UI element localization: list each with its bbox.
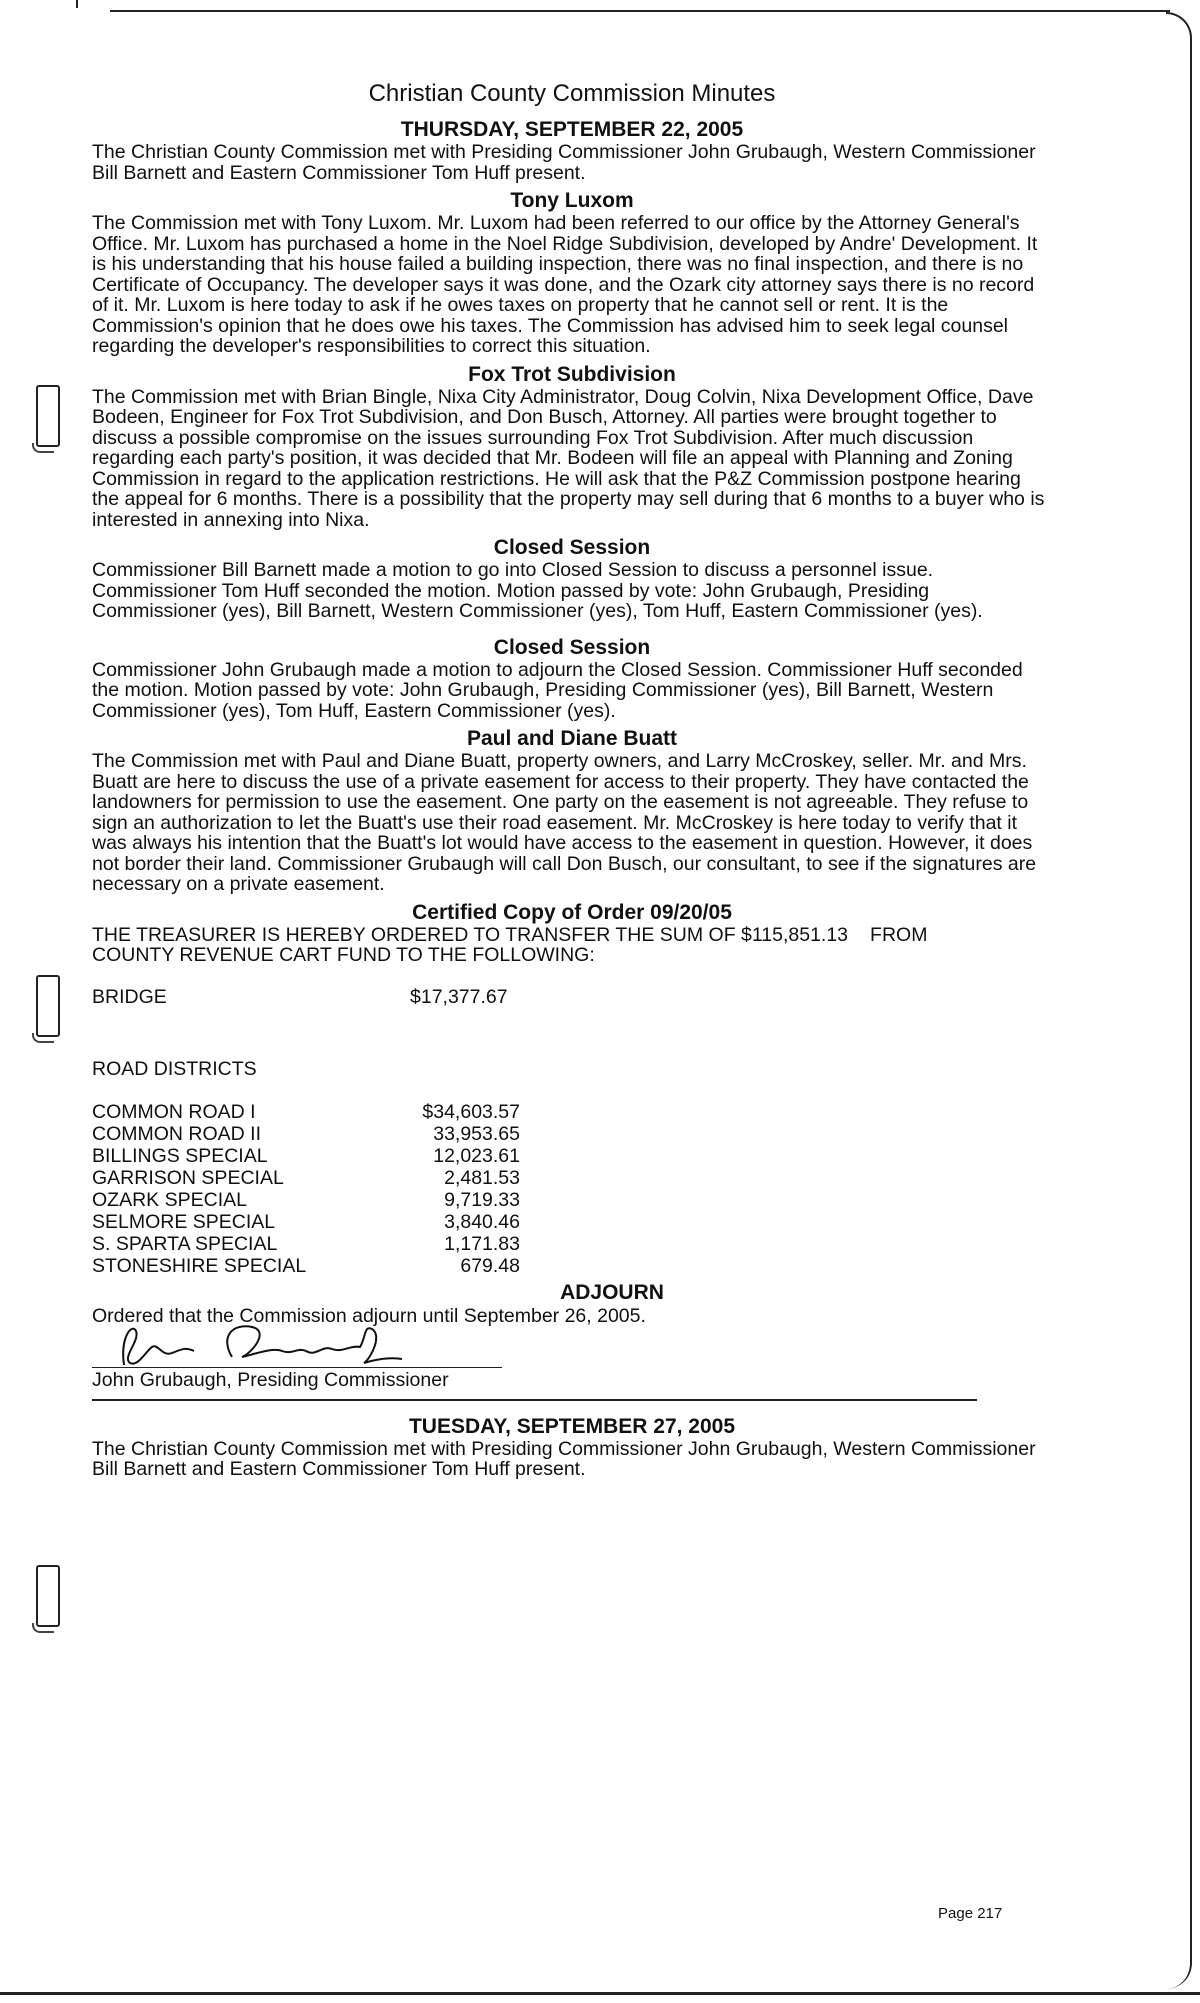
district-row	[92, 1189, 1052, 1211]
district-name: COMMON ROAD I	[92, 1100, 256, 1123]
page-edge-top	[110, 10, 1170, 12]
bridge-row	[92, 986, 1052, 1008]
minutes-document	[92, 80, 1052, 1486]
section-body: Commissioner Bill Barnett made a motion to go into Closed Session to discuss a personnel issue. Commissioner Tom Huff seconded the motion. Motion passed by vote: John Grubaugh, Presiding Commissioner (yes), Bill Barnett, Western Commissioner (yes), Tom Huff, Eastern Commissioner (yes).	[92, 559, 983, 622]
district-name: S. SPARTA SPECIAL	[92, 1232, 278, 1255]
order-text-end: FROM	[870, 923, 928, 946]
signature-line	[92, 1367, 502, 1368]
handwritten-signature	[102, 1317, 462, 1377]
district-name: STONESHIRE SPECIAL	[92, 1254, 307, 1277]
district-row	[92, 1123, 1052, 1145]
fund-amount: $17,377.67	[410, 985, 508, 1008]
order-heading: Certified Copy of Order 09/20/05	[412, 900, 732, 924]
adjourn-text: Ordered that the Commission adjourn until September 26, 2005.	[92, 1304, 646, 1327]
signature-block	[92, 1327, 512, 1391]
district-name: SELMORE SPECIAL	[92, 1210, 276, 1233]
order-line-2: COUNTY REVENUE CART FUND TO THE FOLLOWING:	[92, 944, 595, 966]
meeting-date: TUESDAY, SEPTEMBER 27, 2005	[408, 1414, 736, 1438]
document-title: Christian County Commission Minutes	[368, 80, 776, 107]
section-divider	[92, 1399, 977, 1401]
section-body: The Commission met with Tony Luxom. Mr. Luxom had been referred to our office by the Attorney General's Office. Mr. Luxom has purchased a home in the Noel Ridge Subdivision, developed by Andre' Development. It is his understanding that his house failed a building inspection, there was no final inspection, and there is no Certificate of Occupancy. The developer says it was done, and the Ozark city attorney says there is no record of it. Mr. Luxom is here today to ask if he owes taxes on property that he cannot sell or rent. It is the Commission's opinion that he does owe his taxes. The Commission has advised him to seek legal counsel regarding the developer's responsibilities to correct this situation.	[92, 212, 1038, 357]
section-body: The Commission met with Paul and Diane Buatt, property owners, and Larry McCroskey, seller. Mr. and Mrs. Buatt are here to discuss the use of a private easement for access to their property. They have contacted the landowners for permission to use the easement. One party on the easement is not agreeable. They refuse to sign an authorization to let the Buatt's use their road easement. Mr. McCroskey is here today to verify that it was always his intention that the Buatt's lot would have access to the easement in question. However, it does not border their land. Commissioner Grubaugh will call Don Busch, our consultant, to see if the signatures are necessary on a private easement.	[92, 750, 1037, 895]
district-name: BILLINGS SPECIAL	[92, 1144, 268, 1167]
road-districts-label: ROAD DISTRICTS	[92, 1057, 257, 1080]
adjourn-heading: ADJOURN	[560, 1280, 664, 1304]
district-amount: 1,171.83	[444, 1232, 520, 1255]
order-line-1	[92, 925, 1052, 946]
district-row	[92, 1167, 1052, 1189]
district-row	[92, 1233, 1052, 1255]
signature-caption: John Grubaugh, Presiding Commissioner	[92, 1368, 449, 1391]
district-amount: 679.48	[460, 1254, 520, 1277]
page-mark	[76, 0, 78, 8]
meeting-intro: The Christian County Commission met with Presiding Commissioner John Grubaugh, Western Commissioner Bill Barnett and Eastern Commissioner Tom Huff present.	[92, 1437, 1036, 1480]
district-amount: 2,481.53	[444, 1166, 520, 1189]
page-number: Page 217	[938, 1905, 1003, 1922]
district-amount: $34,603.57	[422, 1100, 520, 1123]
section-heading: Fox Trot Subdivision	[468, 362, 676, 386]
district-amount: 9,719.33	[444, 1188, 520, 1211]
district-row	[92, 1101, 1052, 1123]
district-row	[92, 1211, 1052, 1233]
section-heading: Paul and Diane Buatt	[466, 727, 678, 750]
section-heading: Closed Session	[493, 536, 651, 559]
meeting-intro: The Christian County Commission met with Presiding Commissioner John Grubaugh, Western Commissioner Bill Barnett and Eastern Commissioner Tom Huff present.	[92, 141, 1036, 184]
page-edge-bottom	[0, 1992, 1200, 1995]
section-heading: Tony Luxom	[510, 189, 634, 212]
district-amount: 12,023.61	[433, 1144, 520, 1167]
page-edge-right	[1166, 12, 1192, 1989]
section-body: Commissioner John Grubaugh made a motion to adjourn the Closed Session. Commissioner Huff seconded the motion. Motion passed by vote: John Grubaugh, Presiding Commissioner (yes), Bill Barnett, Western Commissioner (yes), Tom Huff, Eastern Commissioner (yes).	[92, 658, 1023, 722]
district-name: COMMON ROAD II	[92, 1122, 261, 1145]
district-amount: 33,953.65	[433, 1122, 520, 1145]
district-row	[92, 1145, 1052, 1167]
binder-hole-icon	[36, 1565, 60, 1627]
section-heading: Closed Session	[493, 635, 651, 659]
district-row	[92, 1255, 1052, 1277]
binder-hole-icon	[36, 975, 60, 1037]
district-name: GARRISON SPECIAL	[92, 1166, 284, 1189]
fund-name: BRIDGE	[92, 985, 167, 1008]
order-text: THE TREASURER IS HEREBY ORDERED TO TRANSFER THE SUM OF $115,851.13	[92, 923, 849, 946]
section-body: The Commission met with Brian Bingle, Nixa City Administrator, Doug Colvin, Nixa Development Office, Dave Bodeen, Engineer for Fox Trot Subdivision, and Don Busch, Attorney. All parties were brought together to discuss a possible compromise on the issues surrounding Fox Trot Subdivision. After much discussion regarding each party's position, it was decided that Mr. Bodeen will file an appeal with Planning and Zoning Commission in regard to the application restrictions. He will ask that the P&Z Commission postpone hearing the appeal for 6 months. There is a possibility that the property may sell during that 6 months to a buyer who is interested in annexing into Nixa.	[92, 385, 1045, 531]
district-name: OZARK SPECIAL	[92, 1188, 247, 1211]
meeting-date: THURSDAY, SEPTEMBER 22, 2005	[400, 118, 744, 141]
binder-hole-icon	[36, 385, 60, 447]
district-amount: 3,840.46	[444, 1210, 520, 1233]
